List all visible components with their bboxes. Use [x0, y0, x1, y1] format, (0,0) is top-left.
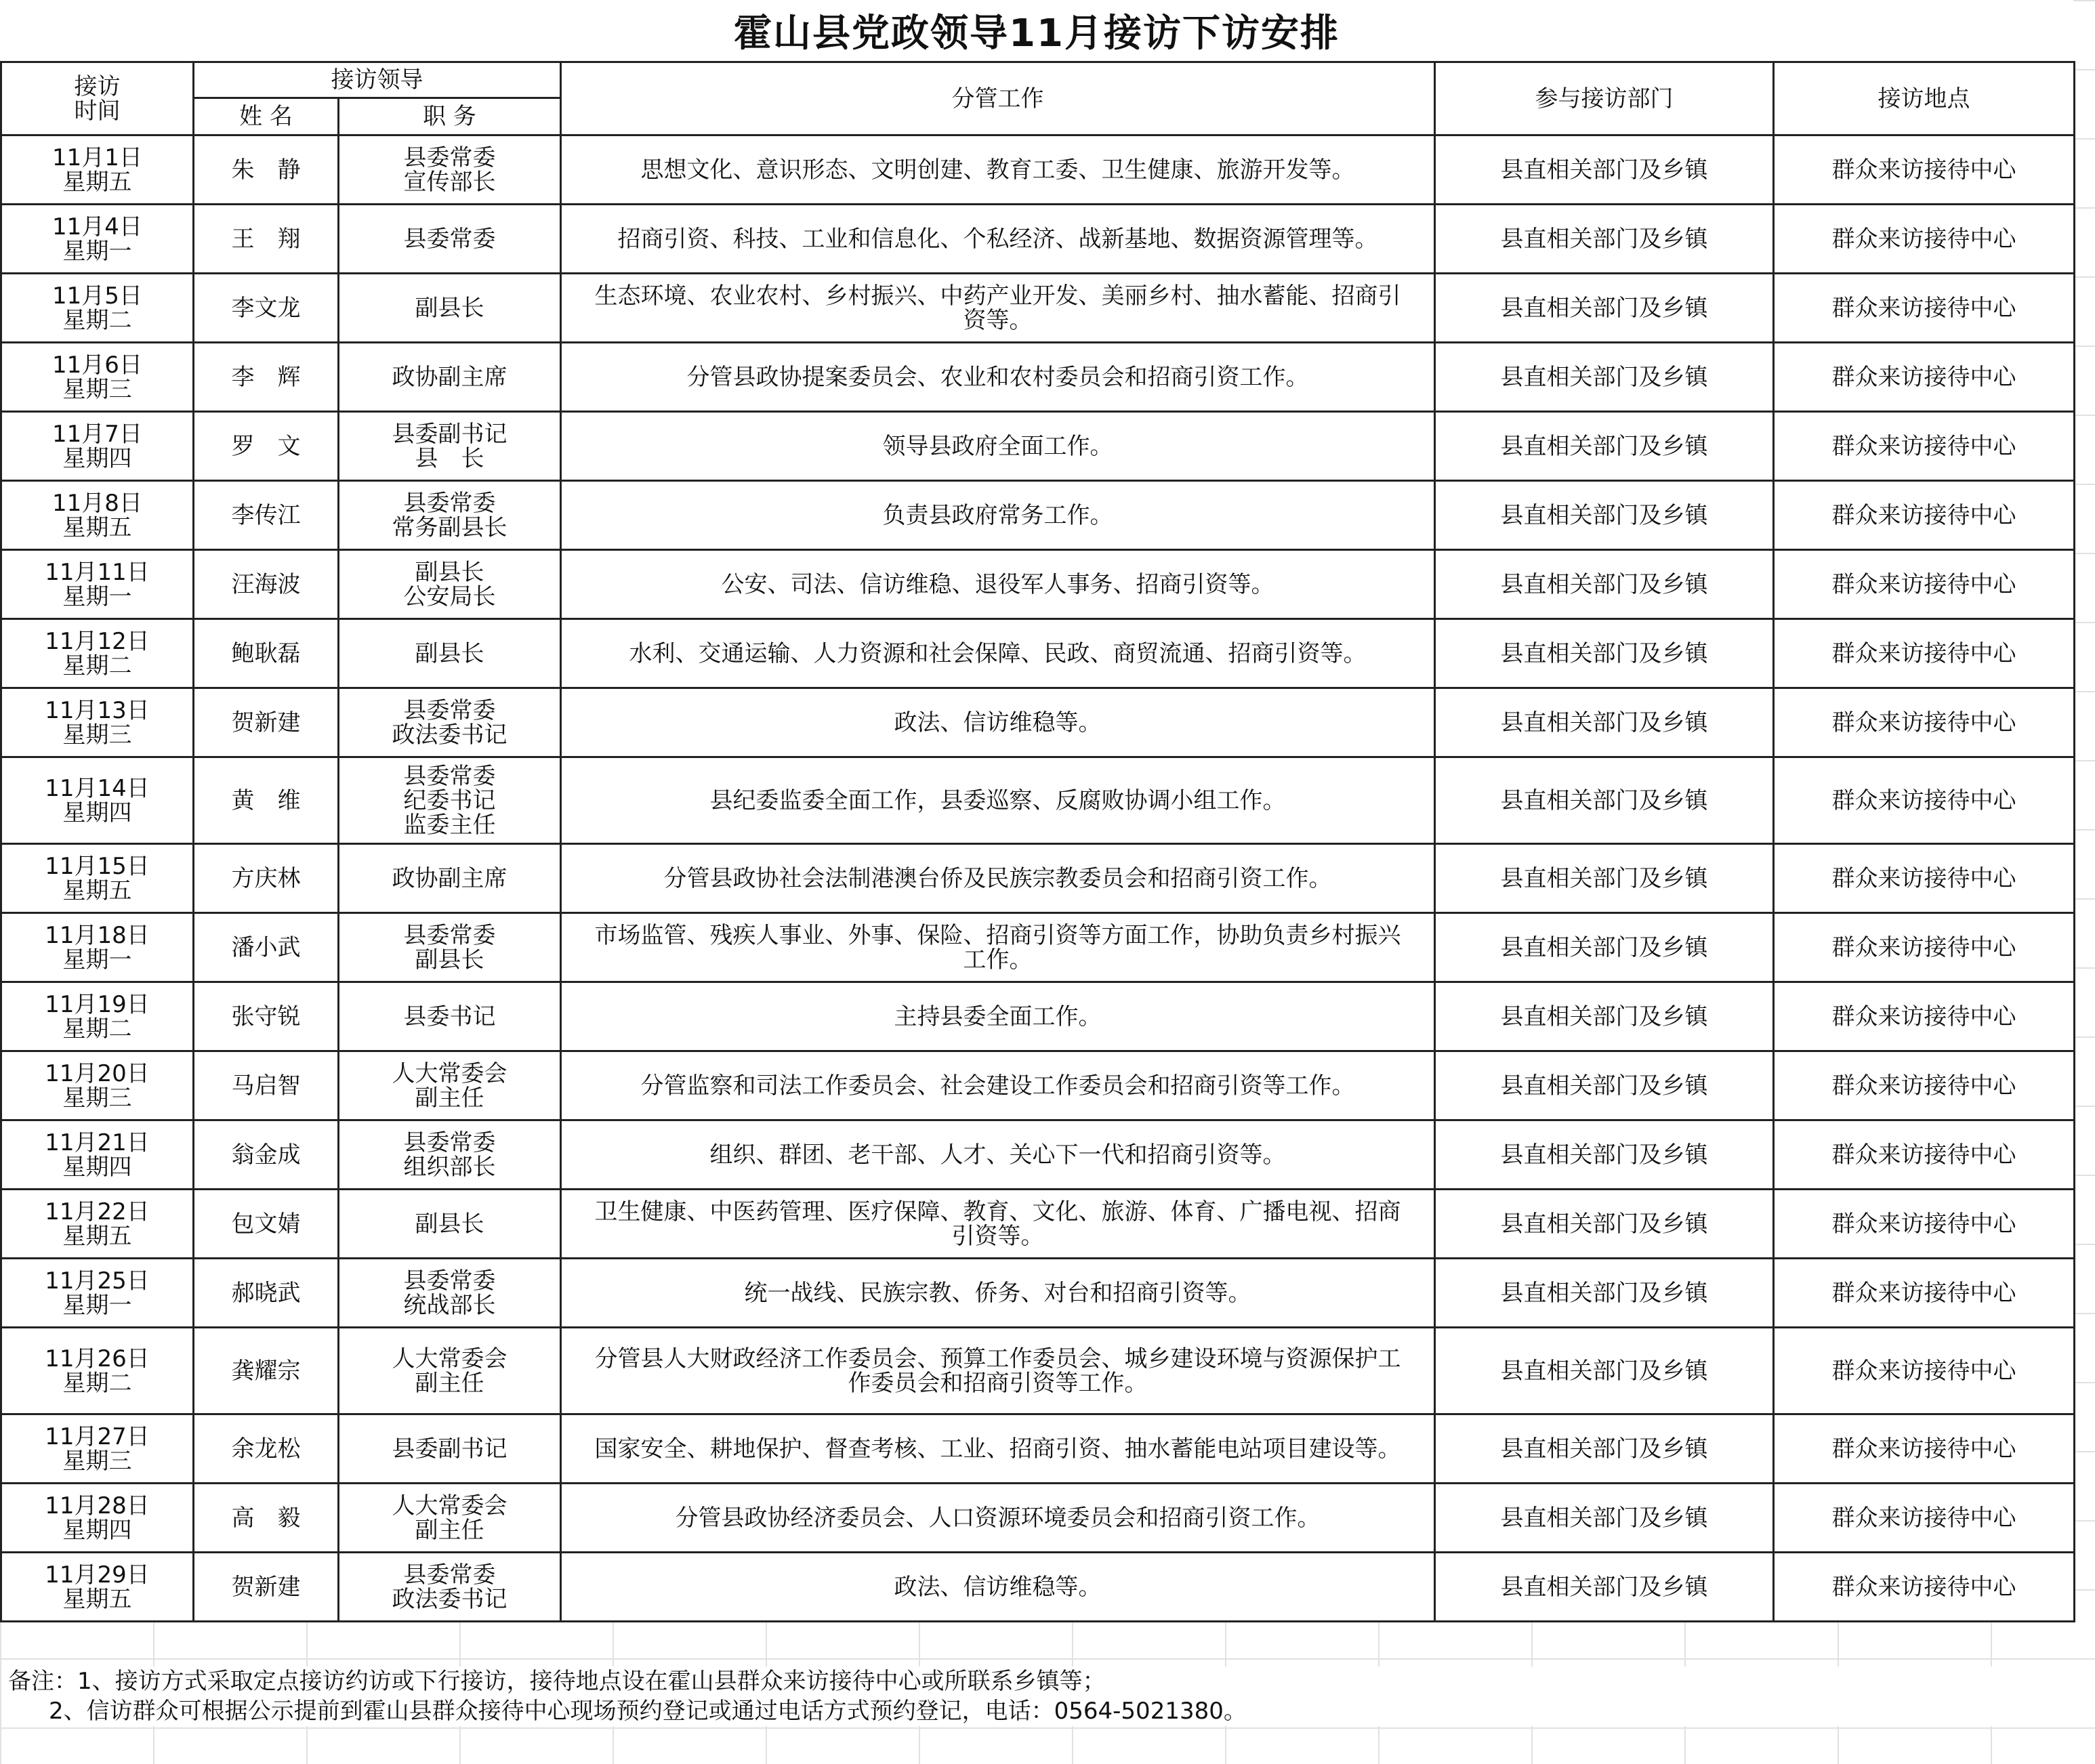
- location-cell: 群众来访接待中心: [1774, 1051, 2075, 1120]
- table-row: [1, 1484, 2075, 1553]
- duties-cell: [561, 844, 1435, 913]
- position-line: 副主任: [415, 1369, 484, 1397]
- location-cell: 群众来访接待中心: [1774, 757, 2075, 844]
- duties-cell: [561, 688, 1435, 757]
- location-cell: 群众来访接待中心: [1774, 982, 2075, 1051]
- page-title: 霍山县党政领导11月接访下访安排: [0, 0, 2073, 61]
- date-cell: [1, 481, 194, 550]
- date-cell: [1, 757, 194, 844]
- duties-line: 水利、交通运输、人力资源和社会保障、民政、商贸流通、招商引资等。: [629, 639, 1367, 667]
- table-row: [1, 550, 2075, 619]
- duties-cell: [561, 1259, 1435, 1328]
- leader-position-cell: [339, 1259, 561, 1328]
- position-line: 县委常委: [403, 921, 496, 949]
- leader-position-cell: [339, 135, 561, 205]
- position-line: 副县长: [415, 294, 484, 322]
- weekday-text: 星期一: [62, 237, 132, 265]
- table-row: [1, 1414, 2075, 1484]
- date-text: 11月15日: [45, 852, 150, 880]
- location-cell: 群众来访接待中心: [1774, 481, 2075, 550]
- duties-cell: [561, 274, 1435, 343]
- location-cell: 群众来访接待中心: [1774, 688, 2075, 757]
- department-cell: 县直相关部门及乡镇: [1435, 412, 1774, 481]
- location-cell: 群众来访接待中心: [1774, 619, 2075, 688]
- date-cell: [1, 844, 194, 913]
- position-line: 县委副书记: [392, 1435, 507, 1463]
- duties-cell: [561, 1414, 1435, 1484]
- leader-name-cell: 余龙松: [194, 1414, 339, 1484]
- date-text: 11月20日: [45, 1059, 150, 1087]
- location-cell: 群众来访接待中心: [1774, 1414, 2075, 1484]
- position-line: 人大常委会: [392, 1059, 507, 1087]
- location-cell: 群众来访接待中心: [1774, 135, 2075, 205]
- duties-line: 县纪委监委全面工作，县委巡察、反腐败协调小组工作。: [709, 786, 1286, 814]
- duties-line: 市场监管、残疾人事业、外事、保险、招商引资等方面工作，协助负责乡村振兴: [594, 921, 1401, 949]
- weekday-text: 星期四: [62, 1516, 132, 1544]
- position-line: 副县长: [415, 1210, 484, 1238]
- header-department: 参与接访部门: [1435, 62, 1774, 135]
- date-text: 11月28日: [45, 1492, 150, 1519]
- leader-position-cell: [339, 550, 561, 619]
- location-cell: 群众来访接待中心: [1774, 1120, 2075, 1190]
- duties-cell: [561, 135, 1435, 205]
- table-row: [1, 135, 2075, 205]
- duties-line: 分管监察和司法工作委员会、社会建设工作委员会和招商引资等工作。: [640, 1072, 1355, 1099]
- position-line: 常务副县长: [392, 513, 507, 541]
- position-line: 统战部长: [403, 1291, 496, 1319]
- duties-cell: [561, 205, 1435, 274]
- date-text: 11月22日: [45, 1198, 150, 1225]
- department-cell: 县直相关部门及乡镇: [1435, 1259, 1774, 1328]
- table-row: [1, 982, 2075, 1051]
- date-text: 11月25日: [45, 1267, 150, 1295]
- weekday-text: 星期四: [62, 799, 132, 826]
- department-cell: 县直相关部门及乡镇: [1435, 550, 1774, 619]
- duties-cell: [561, 1120, 1435, 1190]
- department-cell: 县直相关部门及乡镇: [1435, 688, 1774, 757]
- header-position: 职 务: [339, 98, 561, 135]
- duties-cell: [561, 1328, 1435, 1414]
- weekday-text: 星期二: [62, 306, 132, 334]
- duties-line: 招商引资、科技、工业和信息化、个私经济、战新基地、数据资源管理等。: [617, 225, 1378, 253]
- duties-line: 国家安全、耕地保护、督查考核、工业、招商引资、抽水蓄能电站项目建设等。: [594, 1435, 1401, 1463]
- leader-position-cell: [339, 1414, 561, 1484]
- department-cell: 县直相关部门及乡镇: [1435, 343, 1774, 412]
- header-time: [1, 62, 194, 135]
- department-cell: 县直相关部门及乡镇: [1435, 982, 1774, 1051]
- department-cell: 县直相关部门及乡镇: [1435, 205, 1774, 274]
- schedule-rows: [1, 135, 2075, 1622]
- position-line: 宣传部长: [403, 168, 496, 196]
- footnotes: [8, 1666, 2068, 1726]
- duties-line: 生态环境、农业农村、乡村振兴、中药产业开发、美丽乡村、抽水蓄能、招商引: [594, 282, 1401, 310]
- weekday-text: 星期五: [62, 168, 132, 196]
- leader-position-cell: [339, 412, 561, 481]
- footnote-1: 备注：1、接访方式采取定点接访约访或下行接访，接待地点设在霍山县群众来访接待中心或所联系乡镇等；: [8, 1668, 1106, 1695]
- date-cell: [1, 274, 194, 343]
- leader-position-cell: [339, 343, 561, 412]
- weekday-text: 星期三: [62, 721, 132, 749]
- location-cell: 群众来访接待中心: [1774, 1190, 2075, 1259]
- leader-name-cell: 朱 静: [194, 135, 339, 205]
- position-line: 县委常委: [403, 1561, 496, 1589]
- table-row: [1, 1051, 2075, 1120]
- leader-position-cell: [339, 913, 561, 982]
- leader-name-cell: 王 翔: [194, 205, 339, 274]
- leader-name-cell: 汪海波: [194, 550, 339, 619]
- leader-position-cell: [339, 1553, 561, 1622]
- weekday-text: 星期一: [62, 583, 132, 610]
- date-cell: [1, 688, 194, 757]
- department-cell: 县直相关部门及乡镇: [1435, 844, 1774, 913]
- duties-cell: [561, 913, 1435, 982]
- location-cell: 群众来访接待中心: [1774, 343, 2075, 412]
- location-cell: 群众来访接待中心: [1774, 412, 2075, 481]
- leader-position-cell: [339, 1051, 561, 1120]
- location-cell: 群众来访接待中心: [1774, 1259, 2075, 1328]
- date-cell: [1, 1484, 194, 1553]
- leader-name-cell: 马启智: [194, 1051, 339, 1120]
- duties-line: 分管县政协社会法制港澳台侨及民族宗教委员会和招商引资工作。: [663, 864, 1332, 892]
- leader-position-cell: [339, 757, 561, 844]
- weekday-text: 星期一: [62, 1291, 132, 1319]
- table-row: [1, 274, 2075, 343]
- position-line: 县委书记: [403, 1003, 496, 1030]
- date-text: 11月19日: [45, 990, 150, 1018]
- table-row: [1, 1120, 2075, 1190]
- date-cell: [1, 1051, 194, 1120]
- date-cell: [1, 550, 194, 619]
- position-line: 政协副主席: [392, 864, 507, 892]
- date-cell: [1, 913, 194, 982]
- weekday-text: 星期五: [62, 877, 132, 904]
- location-cell: 群众来访接待中心: [1774, 1553, 2075, 1622]
- department-cell: 县直相关部门及乡镇: [1435, 481, 1774, 550]
- date-text: 11月27日: [45, 1423, 150, 1450]
- date-cell: [1, 205, 194, 274]
- table-row: [1, 619, 2075, 688]
- date-text: 11月21日: [45, 1129, 150, 1156]
- duties-cell: [561, 1484, 1435, 1553]
- table-row: [1, 481, 2075, 550]
- position-line: 县委常委: [403, 144, 496, 171]
- date-cell: [1, 135, 194, 205]
- department-cell: 县直相关部门及乡镇: [1435, 1414, 1774, 1484]
- leader-name-cell: 贺新建: [194, 1553, 339, 1622]
- duties-cell: [561, 412, 1435, 481]
- table-row: [1, 412, 2075, 481]
- weekday-text: 星期五: [62, 513, 132, 541]
- position-line: 县委常委: [403, 225, 496, 253]
- duties-line: 分管县人大财政经济工作委员会、预算工作委员会、城乡建设环境与资源保护工: [594, 1345, 1401, 1372]
- weekday-text: 星期三: [62, 1084, 132, 1112]
- schedule-table: [0, 61, 2075, 1622]
- date-text: 11月14日: [45, 774, 150, 802]
- date-text: 11月7日: [52, 420, 142, 448]
- duties-line: 统一战线、民族宗教、侨务、对台和招商引资等。: [744, 1279, 1251, 1307]
- date-text: 11月4日: [52, 213, 142, 240]
- leader-name-cell: 李传江: [194, 481, 339, 550]
- leader-name-cell: 李文龙: [194, 274, 339, 343]
- location-cell: 群众来访接待中心: [1774, 550, 2075, 619]
- date-cell: [1, 343, 194, 412]
- date-text: 11月18日: [45, 921, 150, 949]
- weekday-text: 星期二: [62, 1369, 132, 1397]
- location-cell: 群众来访接待中心: [1774, 844, 2075, 913]
- date-cell: [1, 1414, 194, 1484]
- position-line: 组织部长: [403, 1153, 496, 1181]
- position-line: 县委副书记: [392, 420, 507, 448]
- date-cell: [1, 1120, 194, 1190]
- location-cell: 群众来访接待中心: [1774, 205, 2075, 274]
- header-row-1: [1, 62, 2075, 98]
- location-cell: 群众来访接待中心: [1774, 1484, 2075, 1553]
- date-cell: [1, 1190, 194, 1259]
- header-duties: 分管工作: [561, 62, 1435, 135]
- leader-position-cell: [339, 1120, 561, 1190]
- date-text: 11月8日: [52, 489, 142, 517]
- location-cell: 群众来访接待中心: [1774, 274, 2075, 343]
- position-line: 县委常委: [403, 696, 496, 724]
- duties-line: 领导县政府全面工作。: [882, 432, 1113, 460]
- department-cell: 县直相关部门及乡镇: [1435, 135, 1774, 205]
- duties-cell: [561, 757, 1435, 844]
- duties-line: 卫生健康、中医药管理、医疗保障、教育、文化、旅游、体育、广播电视、招商: [594, 1198, 1401, 1225]
- duties-line: 组织、群团、老干部、人才、关心下一代和招商引资等。: [709, 1141, 1286, 1169]
- duties-line: 政法、信访维稳等。: [894, 709, 1102, 736]
- leader-name-cell: 鲍耿磊: [194, 619, 339, 688]
- leader-position-cell: [339, 1190, 561, 1259]
- date-text: 11月13日: [45, 696, 150, 724]
- leader-name-cell: 李 辉: [194, 343, 339, 412]
- leader-name-cell: 包文婧: [194, 1190, 339, 1259]
- position-line: 人大常委会: [392, 1492, 507, 1519]
- duties-line: 引资等。: [951, 1222, 1044, 1250]
- position-line: 副主任: [415, 1516, 484, 1544]
- table-row: [1, 1190, 2075, 1259]
- date-cell: [1, 1553, 194, 1622]
- date-text: 11月12日: [45, 627, 150, 655]
- department-cell: 县直相关部门及乡镇: [1435, 757, 1774, 844]
- table-row: [1, 205, 2075, 274]
- position-line: 副主任: [415, 1084, 484, 1112]
- position-line: 县委常委: [403, 762, 496, 790]
- position-line: 政法委书记: [392, 721, 507, 749]
- position-line: 纪委书记: [403, 786, 496, 814]
- weekday-text: 星期四: [62, 444, 132, 472]
- leader-position-cell: [339, 1328, 561, 1414]
- date-text: 11月29日: [45, 1561, 150, 1589]
- leader-name-cell: 张守锐: [194, 982, 339, 1051]
- weekday-text: 星期二: [62, 1015, 132, 1043]
- header-leader-group: 接访领导: [194, 62, 561, 98]
- location-cell: 群众来访接待中心: [1774, 1328, 2075, 1414]
- leader-name-cell: 方庆林: [194, 844, 339, 913]
- position-line: 县 长: [415, 444, 484, 472]
- position-line: 监委主任: [403, 811, 496, 839]
- position-line: 副县长: [415, 558, 484, 586]
- table-row: [1, 844, 2075, 913]
- table-row: [1, 1553, 2075, 1622]
- footnote-2: 2、信访群众可根据公示提前到霍山县群众接待中心现场预约登记或通过电话方式预约登记，电话：0564-5021380。: [49, 1698, 1247, 1725]
- header-time-line: 时间: [74, 97, 121, 125]
- date-cell: [1, 412, 194, 481]
- position-line: 人大常委会: [392, 1345, 507, 1372]
- date-cell: [1, 1328, 194, 1414]
- department-cell: 县直相关部门及乡镇: [1435, 1120, 1774, 1190]
- duties-cell: [561, 1190, 1435, 1259]
- table-row: [1, 1328, 2075, 1414]
- date-cell: [1, 982, 194, 1051]
- table-row: [1, 913, 2075, 982]
- weekday-text: 星期五: [62, 1585, 132, 1613]
- duties-cell: [561, 619, 1435, 688]
- duties-cell: [561, 343, 1435, 412]
- weekday-text: 星期四: [62, 1153, 132, 1181]
- position-line: 副县长: [415, 946, 484, 973]
- table-row: [1, 688, 2075, 757]
- department-cell: 县直相关部门及乡镇: [1435, 274, 1774, 343]
- department-cell: 县直相关部门及乡镇: [1435, 1328, 1774, 1414]
- duties-cell: [561, 982, 1435, 1051]
- leader-name-cell: 黄 维: [194, 757, 339, 844]
- weekday-text: 星期三: [62, 375, 132, 403]
- leader-name-cell: 龚耀宗: [194, 1328, 339, 1414]
- duties-line: 资等。: [963, 306, 1033, 334]
- position-line: 政协副主席: [392, 363, 507, 391]
- weekday-text: 星期三: [62, 1447, 132, 1475]
- position-line: 县委常委: [403, 1129, 496, 1156]
- table-row: [1, 343, 2075, 412]
- location-cell: 群众来访接待中心: [1774, 913, 2075, 982]
- position-line: 公安局长: [403, 583, 496, 610]
- department-cell: 县直相关部门及乡镇: [1435, 1553, 1774, 1622]
- leader-position-cell: [339, 844, 561, 913]
- date-text: 11月5日: [52, 282, 142, 310]
- leader-name-cell: 贺新建: [194, 688, 339, 757]
- leader-position-cell: [339, 982, 561, 1051]
- department-cell: 县直相关部门及乡镇: [1435, 1190, 1774, 1259]
- duties-cell: [561, 1553, 1435, 1622]
- position-line: 县委常委: [403, 1267, 496, 1295]
- table-row: [1, 1259, 2075, 1328]
- department-cell: 县直相关部门及乡镇: [1435, 913, 1774, 982]
- leader-name-cell: 潘小武: [194, 913, 339, 982]
- date-text: 11月26日: [45, 1345, 150, 1372]
- duties-cell: [561, 1051, 1435, 1120]
- duties-line: 思想文化、意识形态、文明创建、教育工委、卫生健康、旅游开发等。: [640, 156, 1355, 184]
- position-line: 副县长: [415, 639, 484, 667]
- department-cell: 县直相关部门及乡镇: [1435, 619, 1774, 688]
- leader-position-cell: [339, 688, 561, 757]
- leader-name-cell: 罗 文: [194, 412, 339, 481]
- duties-line: 工作。: [963, 946, 1033, 973]
- table-row: [1, 757, 2075, 844]
- duties-line: 分管县政协经济委员会、人口资源环境委员会和招商引资工作。: [675, 1504, 1321, 1532]
- leader-name-cell: 翁金成: [194, 1120, 339, 1190]
- duties-cell: [561, 550, 1435, 619]
- header-time-line: 接访: [74, 72, 121, 100]
- leader-position-cell: [339, 481, 561, 550]
- date-text: 11月1日: [52, 144, 142, 171]
- leader-name-cell: 高 毅: [194, 1484, 339, 1553]
- date-cell: [1, 1259, 194, 1328]
- weekday-text: 星期一: [62, 946, 132, 973]
- position-line: 政法委书记: [392, 1585, 507, 1613]
- department-cell: 县直相关部门及乡镇: [1435, 1484, 1774, 1553]
- leader-name-cell: 郝晓武: [194, 1259, 339, 1328]
- leader-position-cell: [339, 1484, 561, 1553]
- duties-cell: [561, 481, 1435, 550]
- duties-line: 公安、司法、信访维稳、退役军人事务、招商引资等。: [721, 570, 1274, 598]
- position-line: 县委常委: [403, 489, 496, 517]
- duties-line: 负责县政府常务工作。: [882, 501, 1113, 529]
- duties-line: 分管县政协提案委员会、农业和农村委员会和招商引资工作。: [686, 363, 1309, 391]
- weekday-text: 星期五: [62, 1222, 132, 1250]
- leader-position-cell: [339, 205, 561, 274]
- duties-line: 作委员会和招商引资等工作。: [848, 1369, 1148, 1397]
- duties-line: 主持县委全面工作。: [894, 1003, 1102, 1030]
- header-location: 接访地点: [1774, 62, 2075, 135]
- header-name: 姓 名: [194, 98, 339, 135]
- duties-line: 政法、信访维稳等。: [894, 1573, 1102, 1601]
- date-text: 11月6日: [52, 351, 142, 379]
- date-cell: [1, 619, 194, 688]
- date-text: 11月11日: [45, 558, 150, 586]
- leader-position-cell: [339, 274, 561, 343]
- department-cell: 县直相关部门及乡镇: [1435, 1051, 1774, 1120]
- leader-position-cell: [339, 619, 561, 688]
- weekday-text: 星期二: [62, 652, 132, 679]
